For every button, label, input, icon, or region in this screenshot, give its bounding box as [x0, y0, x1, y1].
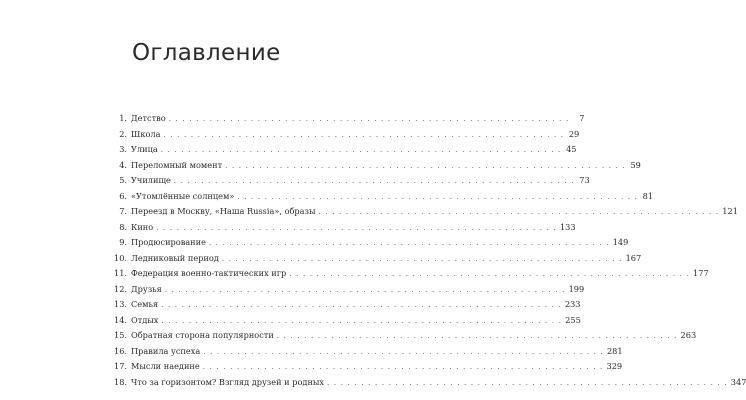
table-of-contents [114, 113, 746, 392]
toc-entry [114, 190, 654, 207]
toc-entry [114, 268, 709, 284]
toc-entry [114, 221, 576, 238]
toc-entry-number: 14. [114, 314, 128, 325]
toc-dot-leader [225, 162, 626, 170]
toc-entry-title: Семья [131, 299, 159, 309]
toc-entry-title: Училище [131, 175, 171, 185]
toc-entry [114, 299, 581, 315]
toc-entry-title: Друзья [131, 283, 162, 294]
toc-dot-leader [161, 301, 562, 309]
toc-entry-page-number: 149 [612, 237, 629, 247]
toc-entry-title: Переломный момент [131, 159, 223, 170]
page-title: Оглавление [132, 40, 281, 66]
toc-entry [114, 376, 746, 393]
toc-dot-leader [163, 131, 564, 139]
toc-entry-number: 5. [119, 175, 127, 185]
toc-entry-page-number: 121 [722, 206, 738, 216]
toc-entry [114, 237, 629, 253]
toc-entry-page-number: 81 [642, 190, 654, 201]
toc-entry-number: 2. [119, 128, 127, 139]
toc-entry-title: «Утомлённые солнцем» [131, 190, 235, 201]
toc-entry-number: 4. [119, 159, 127, 170]
toc-entry-page-number: 167 [625, 252, 642, 263]
toc-entry-title: Школа [131, 128, 161, 139]
toc-entry-page-number: 45 [566, 144, 577, 154]
toc-entry-page-number: 263 [680, 330, 697, 340]
toc-entry-number: 18. [114, 376, 128, 387]
toc-entry-number: 15. [114, 330, 128, 340]
toc-dot-leader [203, 348, 604, 356]
toc-entry [114, 128, 580, 145]
toc-entry-title: Кино [131, 221, 154, 232]
toc-entry [114, 113, 585, 129]
toc-entry-page-number: 7 [579, 113, 585, 123]
toc-dot-leader [156, 224, 557, 232]
toc-entry [114, 330, 697, 346]
toc-entry-number: 10. [114, 252, 128, 263]
toc-entry [114, 345, 623, 362]
toc-dot-leader [289, 270, 690, 278]
toc-entry-title: Правила успеха [131, 345, 201, 356]
toc-entry [114, 252, 642, 269]
toc-entry-page-number: 133 [559, 221, 576, 232]
toc-dot-leader [203, 363, 604, 371]
toc-entry [114, 144, 577, 160]
toc-entry-number: 9. [119, 237, 127, 247]
toc-dot-leader [209, 239, 610, 247]
toc-entry [114, 283, 585, 300]
toc-entry-page-number: 177 [693, 268, 709, 278]
toc-entry-page-number: 347 [730, 376, 746, 387]
toc-entry-number: 7. [119, 206, 127, 216]
toc-dot-leader [222, 255, 623, 263]
toc-dot-leader [327, 379, 728, 387]
toc-entry [114, 361, 623, 377]
toc-entry-page-number: 281 [606, 345, 623, 356]
toc-entry-title: Обратная сторона популярности [131, 330, 274, 340]
toc-entry-title: Что за горизонтом? Взгляд друзей и родных [131, 376, 325, 387]
toc-entry-title: Улица [131, 144, 158, 154]
toc-entry [114, 206, 738, 222]
toc-entry-title: Переезд в Москву, «Наша Russia», образы [131, 206, 316, 216]
toc-entry-title: Отдых [131, 314, 159, 325]
toc-entry-number: 6. [119, 190, 127, 201]
toc-entry-number: 3. [119, 144, 127, 154]
toc-entry-number: 8. [119, 221, 127, 232]
toc-entry [114, 314, 581, 331]
toc-entry-page-number: 255 [565, 314, 581, 325]
toc-dot-leader [165, 286, 566, 294]
toc-entry-title: Мысли наедине [131, 361, 200, 371]
toc-entry-title: Детство [131, 113, 166, 123]
toc-entry-page-number: 233 [564, 299, 581, 309]
toc-entry-page-number: 73 [579, 175, 590, 185]
toc-entry [114, 159, 641, 176]
toc-dot-leader [237, 193, 638, 201]
toc-dot-leader [174, 177, 575, 185]
toc-dot-leader [161, 146, 562, 154]
toc-entry-title: Продюсирование [131, 237, 206, 247]
toc-dot-leader [277, 332, 678, 340]
toc-entry-title: Ледниковый период [131, 252, 219, 263]
toc-entry-number: 12. [114, 283, 128, 294]
toc-entry-number: 13. [114, 299, 128, 309]
toc-entry-number: 17. [114, 361, 128, 371]
toc-entry-page-number: 329 [606, 361, 623, 371]
toc-entry-number: 16. [114, 345, 128, 356]
toc-entry-page-number: 29 [568, 128, 580, 139]
toc-dot-leader [161, 317, 562, 325]
toc-entry-number: 11. [114, 268, 128, 278]
toc-entry-number: 1. [119, 113, 127, 123]
toc-entry [114, 175, 590, 191]
toc-entry-page-number: 59 [630, 159, 641, 170]
toc-entry-page-number: 199 [568, 283, 585, 294]
toc-dot-leader [319, 208, 720, 216]
toc-dot-leader [169, 115, 570, 123]
toc-entry-title: Федерация военно-тактических игр [131, 268, 287, 278]
